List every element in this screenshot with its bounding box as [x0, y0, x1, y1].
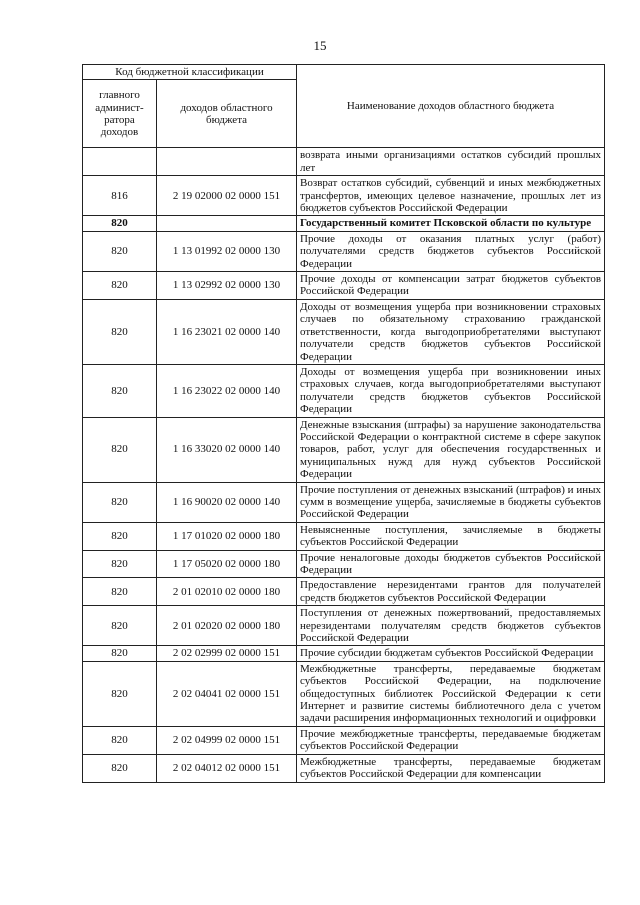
income-name-cell: Государственный комитет Псковской области по культуре: [297, 216, 605, 231]
admin-code-cell: 820: [83, 231, 157, 271]
table-row: [83, 272, 605, 300]
admin-code-cell: 820: [83, 606, 157, 646]
income-name-cell: Прочие субсидии бюджетам субъектов Российской Федерации: [297, 646, 605, 661]
admin-code-cell: 820: [83, 216, 157, 231]
table-row: [83, 299, 605, 364]
table-row: [83, 216, 605, 231]
income-code-cell: 2 02 04999 02 0000 151: [157, 726, 297, 754]
income-name-cell: Доходы от возмещения ущерба при возникновении страховых случаев по обязательному страхованию гражданской ответственности, когда выгодоприобретателями выступают получатели средств бюджетов субъектов Российской Федерации: [297, 299, 605, 364]
table-row: [83, 754, 605, 782]
table-row: [83, 482, 605, 522]
table-body: [83, 148, 605, 782]
income-name-cell: Межбюджетные трансферты, передаваемые бюджетам субъектов Российской Федерации, на подключение общедоступных библиотек Российской Федерации к сети Интернет и развитие системы библиотечного дела с учетом задачи расширения информационных технологий и оцифровки: [297, 661, 605, 726]
table-row: [83, 417, 605, 482]
header-chief-administrator: главного админист-ратора доходов: [83, 80, 157, 148]
admin-code-cell: 816: [83, 176, 157, 216]
header-row-group: [83, 65, 605, 80]
admin-code-cell: 820: [83, 754, 157, 782]
table-row: [83, 606, 605, 646]
income-code-cell: 2 02 04012 02 0000 151: [157, 754, 297, 782]
income-code-cell: 1 13 02992 02 0000 130: [157, 272, 297, 300]
admin-code-cell: 820: [83, 726, 157, 754]
income-name-cell: Прочие доходы от оказания платных услуг (работ) получателями средств бюджетов субъектов Российской Федерации: [297, 231, 605, 271]
income-code-cell: [157, 216, 297, 231]
table-row: [83, 578, 605, 606]
income-name-cell: Предоставление нерезидентами грантов для получателей средств бюджетов субъектов Российской Федерации: [297, 578, 605, 606]
budget-classification-table: [82, 64, 605, 783]
income-name-cell: Невыясненные поступления, зачисляемые в бюджеты субъектов Российской Федерации: [297, 522, 605, 550]
admin-code-cell: 820: [83, 550, 157, 578]
table-row: [83, 148, 605, 176]
income-name-cell: Прочие неналоговые доходы бюджетов субъектов Российской Федерации: [297, 550, 605, 578]
income-code-cell: 2 02 04041 02 0000 151: [157, 661, 297, 726]
admin-code-cell: 820: [83, 482, 157, 522]
table-row: [83, 364, 605, 417]
header-regional-budget-income: доходов областного бюджета: [157, 80, 297, 148]
income-name-cell: Возврат остатков субсидий, субвенций и иных межбюджетных трансфертов, имеющих целевое назначение, прошлых лет из бюджетов субъектов Российской Федерации: [297, 176, 605, 216]
table-row: [83, 550, 605, 578]
header-income-name-text: Наименование доходов областного бюджета: [346, 100, 555, 113]
admin-code-cell: 820: [83, 272, 157, 300]
admin-code-cell: 820: [83, 661, 157, 726]
income-code-cell: 1 13 01992 02 0000 130: [157, 231, 297, 271]
income-name-cell: Межбюджетные трансферты, передаваемые бюджетам субъектов Российской Федерации для компенсации: [297, 754, 605, 782]
income-code-cell: 1 16 90020 02 0000 140: [157, 482, 297, 522]
income-code-cell: 1 16 33020 02 0000 140: [157, 417, 297, 482]
table-row: [83, 231, 605, 271]
income-name-cell: Поступления от денежных пожертвований, предоставляемых нерезидентами получателям средств бюджетов субъектов Российской Федерации: [297, 606, 605, 646]
admin-code-cell: 820: [83, 417, 157, 482]
income-code-cell: 2 01 02020 02 0000 180: [157, 606, 297, 646]
admin-code-cell: [83, 148, 157, 176]
income-code-cell: 1 16 23021 02 0000 140: [157, 299, 297, 364]
header-budget-classification-code: Код бюджетной классификации: [83, 65, 297, 80]
income-code-cell: 1 16 23022 02 0000 140: [157, 364, 297, 417]
income-code-cell: 1 17 01020 02 0000 180: [157, 522, 297, 550]
admin-code-cell: 820: [83, 364, 157, 417]
admin-code-cell: 820: [83, 646, 157, 661]
income-name-cell: возврата иными организациями остатков субсидий прошлых лет: [297, 148, 605, 176]
income-code-cell: [157, 148, 297, 176]
table-row: [83, 661, 605, 726]
table-row: [83, 522, 605, 550]
income-name-cell: Денежные взыскания (штрафы) за нарушение законодательства Российской Федерации о контрактной системе в сфере закупок товаров, работ, услуг для обеспечения государственных и муниципальных нужд для нужд субъектов Российской Федерации: [297, 417, 605, 482]
income-code-cell: 2 19 02000 02 0000 151: [157, 176, 297, 216]
table-row: [83, 176, 605, 216]
income-name-cell: Прочие межбюджетные трансферты, передаваемые бюджетам субъектов Российской Федерации: [297, 726, 605, 754]
income-code-cell: 2 01 02010 02 0000 180: [157, 578, 297, 606]
page-number: 15: [313, 38, 327, 53]
income-code-cell: 1 17 05020 02 0000 180: [157, 550, 297, 578]
income-code-cell: 2 02 02999 02 0000 151: [157, 646, 297, 661]
admin-code-cell: 820: [83, 578, 157, 606]
income-name-cell: Прочие поступления от денежных взысканий (штрафов) и иных сумм в возмещение ущерба, зачисляемые в бюджеты субъектов Российской Федерации: [297, 482, 605, 522]
header-income-name: [297, 65, 605, 148]
table-row: [83, 726, 605, 754]
admin-code-cell: 820: [83, 522, 157, 550]
admin-code-cell: 820: [83, 299, 157, 364]
income-name-cell: Доходы от возмещения ущерба при возникновении иных страховых случаев, когда выгодоприобретателями выступают получатели средств бюджетов субъектов Российской Федерации: [297, 364, 605, 417]
table-row: [83, 646, 605, 661]
income-name-cell: Прочие доходы от компенсации затрат бюджетов субъектов Российской Федерации: [297, 272, 605, 300]
